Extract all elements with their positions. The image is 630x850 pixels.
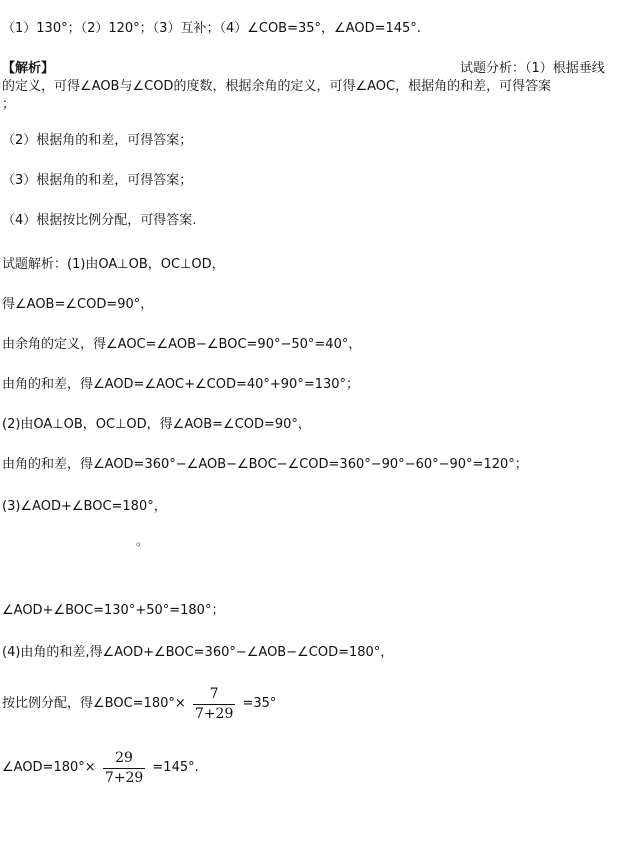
fraction-7-over-36 [193,686,235,722]
solution-line-1: 试题解析：(1)由OA⊥OB，OC⊥OD， [2,257,225,272]
analysis-part-2: （2）根据角的和差，可得答案； [2,133,193,148]
line-11-prefix: ∠AOD=180°× [2,760,96,775]
fraction-bar [193,704,235,705]
analysis-header: 【解析】 [2,61,55,76]
line-10-prefix: 按比例分配，得∠BOC=180°× [2,696,186,711]
analysis-part-4: （4）根据按比例分配，可得答案. [2,213,197,228]
solution-line-4: 由角的和差，得∠AOD=∠AOC+∠COD=40°+90°=130°； [2,377,360,392]
solution-line-11 [2,748,199,789]
solution-line-3: 由余角的定义，得∠AOC=∠AOB−∠BOC=90°−50°=40°， [2,337,362,352]
answer-line: （1）130°；（2）120°；（3）互补；（4）∠COB=35°，∠AOD=145°. [2,21,421,36]
fraction-29-over-36 [103,750,145,786]
solution-line-8: ∠AOD+∠BOC=130°+50°=180°； [2,603,225,618]
line-10-suffix: =35° [242,696,277,711]
solution-line-9: (4)由角的和差,得∠AOD+∠BOC=360°−∠AOB−∠COD=180°， [2,645,394,660]
analysis-line-1-tail: ； [2,97,16,112]
solution-line-5: (2)由OA⊥OB，OC⊥OD，得∠AOB=∠COD=90°， [2,417,311,432]
fraction-denominator: 7+29 [194,706,234,722]
solution-line-7: (3)∠AOD+∠BOC=180°， [2,499,167,514]
fraction-bar [103,768,145,769]
analysis-line-1: 的定义，可得∠AOB与∠COD的度数，根据余角的定义，可得∠AOC，根据角的和差，可得答案 [2,79,552,94]
stray-dot: 。 [136,534,149,548]
line-11-suffix: =145°. [152,760,199,775]
analysis-part-3: （3）根据角的和差，可得答案； [2,173,193,188]
solution-line-6: 由角的和差，得∠AOD=360°−∠AOB−∠BOC−∠COD=360°−90°−60°−90°=120°； [2,457,528,472]
fraction-numerator: 7 [209,686,219,702]
solution-line-2: 得∠AOB=∠COD=90°， [2,297,154,312]
fraction-numerator: 29 [115,750,133,766]
fraction-denominator: 7+29 [104,770,144,786]
analysis-intro: 试题分析：（1）根据垂线 [460,61,605,76]
solution-line-10 [2,684,276,725]
